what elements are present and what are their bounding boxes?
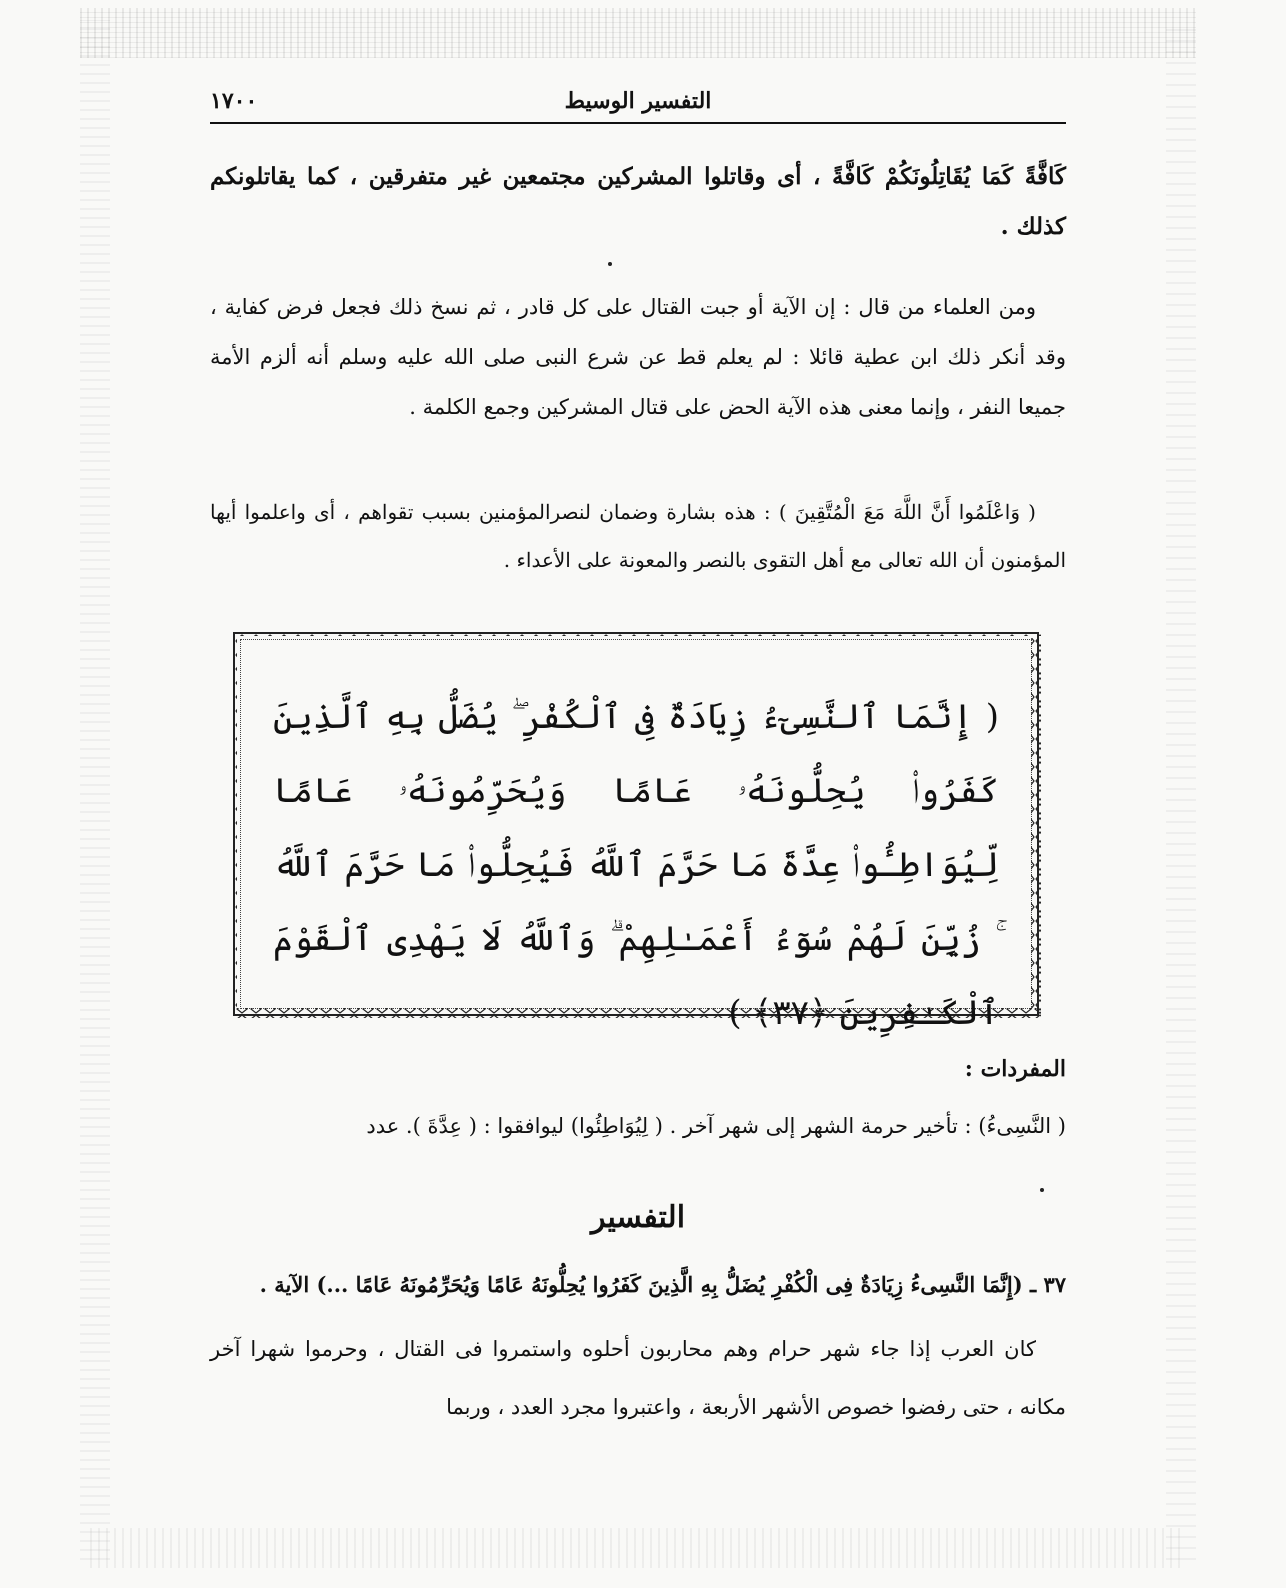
paragraph-2: ومن العلماء من قال : إن الآية أو جبت القتال على كل قادر ، ثم نسخ ذلك فجعل فرض كفاية ، وقد أنكر ذلك ابن عطية قائلا : لم يعلم قط عن شرع النبى صلى الله عليه وسلم أنه ألزم الأمة جميعا النفر ، وإنما معنى هذه الآية الحض على قتال المشركين وجمع الكلمة . [210, 295, 1066, 419]
verse-text: ( إِنَّمَا ٱلنَّسِىٓءُ زِيَادَةٌ فِى ٱلْكُفْرِ ۖ يُضَلُّ بِهِ ٱلَّذِينَ كَفَرُوا۟ يُحِلُّونَهُۥ عَامًا وَيُحَرِّمُونَهُۥ عَامًا لِّيُوَاطِـُٔوا۟ عِدَّةَ مَا حَرَّمَ ٱللَّهُ فَيُحِلُّوا۟ مَا حَرَّمَ ٱللَّهُ ۚ زُيِّنَ لَهُمْ سُوٓءُ أَعْمَـٰلِهِمْ ۗ وَٱللَّهُ لَا يَهْدِى ٱلْقَوْمَ ٱلْكَـٰفِرِينَ ﴿٣٧﴾ ) [273, 697, 999, 1033]
scan-noise-left [80, 20, 110, 1560]
tafsir-verse-reference: ٣٧ ـ (إِنَّمَا النَّسِىءُ زِيَادَةٌ فِى الْكُفْرِ يُضَلُّ بِهِ الَّذِينَ كَفَرُوا يُحِلُّونَهُ عَامًا وَيُحَرِّمُونَهُ عَامًا ...) الآية . [259, 1272, 1066, 1297]
scan-noise-right [1166, 20, 1196, 1560]
tafsir-body: كان العرب إذا جاء شهر حرام وهم محاربون أحلوه واستمروا فى القتال ، وحرموا شهرا آخر مكانه ، حتى رفضوا خصوص الأشهر الأربعة ، واعتبروا مجرد العدد ، وربما [210, 1337, 1066, 1419]
running-title: التفسير الوسيط [564, 88, 712, 114]
verse-frame [233, 632, 1039, 1033]
vocabulary-heading: المفردات : [964, 1056, 1066, 1082]
print-speck [608, 262, 612, 266]
paragraph-3-text: : هذه بشارة وضمان لنصرالمؤمنين بسبب تقواهم ، أى واعلموا أيها المؤمنون أن الله تعالى مع أهل التقوى بالنصر والمعونة على الأعداء . [210, 500, 1066, 572]
paragraph-1: كَافَّةً كَمَا يُقَاتِلُونَكُمْ كَافَّةً ، أى وقاتلوا المشركين مجتمعين غير متفرقين ، كما يقاتلونكم كذلك . [210, 163, 1066, 240]
quoted-verse: ( وَاعْلَمُوا أَنَّ اللَّهَ مَعَ الْمُتَّقِينَ ) [778, 500, 1036, 524]
scan-noise-top [80, 8, 1196, 58]
tafsir-heading: التفسير [590, 1200, 686, 1235]
vocabulary-text: ( النَّسِىءُ) : تأخير حرمة الشهر إلى شهر آخر . ( لِيُوَاطِئُوا) ليوافقوا : ( عِدَّةَ ). عدد [366, 1114, 1066, 1138]
running-header [210, 86, 1066, 124]
scan-noise-bottom [90, 1528, 1186, 1568]
paragraph-3 [210, 488, 1066, 584]
page-number: ١٧٠٠ [210, 88, 258, 114]
print-speck [1040, 1188, 1044, 1192]
